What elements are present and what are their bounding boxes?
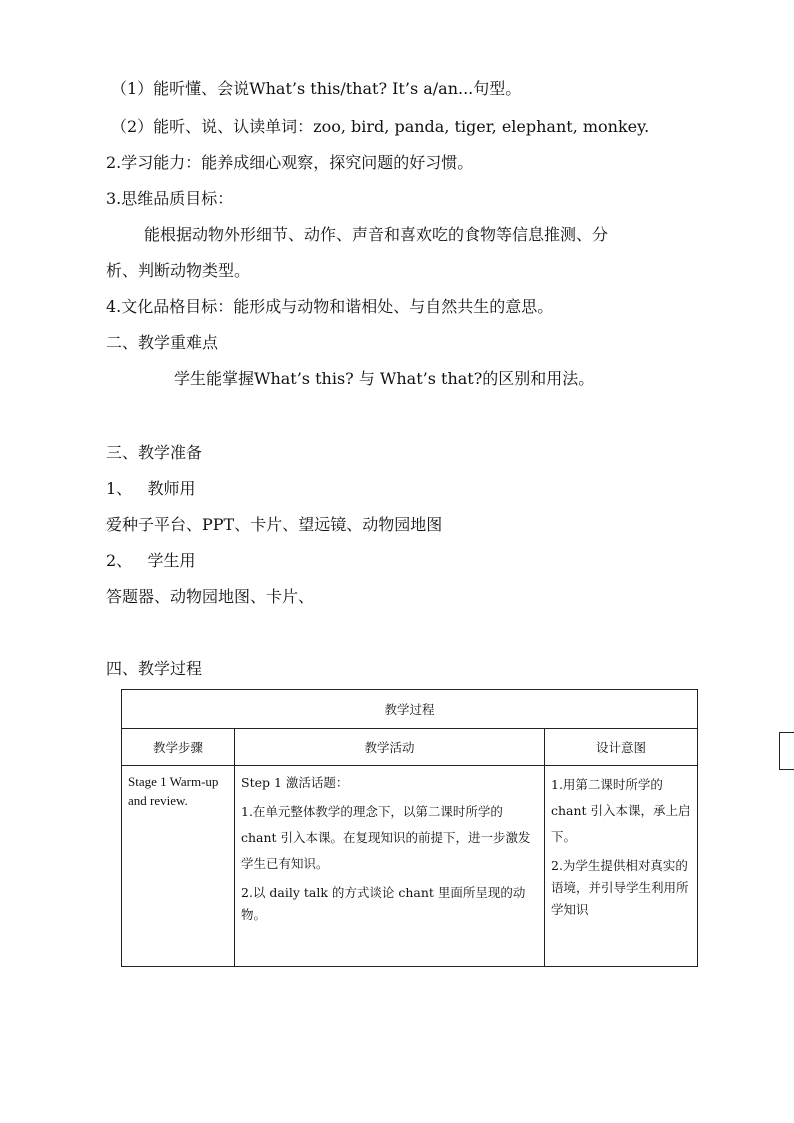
activity-cell	[235, 766, 545, 967]
learning-ability-objective: 2.学习能力：能养成细心观察，探究问题的好习惯。	[106, 153, 474, 172]
objective-item-2: （2）能听、说、认读单词：zoo, bird, panda, tiger, elephant, monkey.	[111, 117, 650, 136]
student-materials-list: 答题器、动物园地图、卡片、	[106, 587, 315, 606]
key-points-heading: 二、教学重难点	[106, 333, 219, 352]
thinking-quality-line-2: 析、判断动物类型。	[106, 261, 251, 280]
teaching-process-table	[121, 689, 698, 967]
thinking-quality-line-1: 能根据动物外形细节、动作、声音和喜欢吃的食物等信息推测、分	[144, 225, 609, 244]
table-header-row	[122, 729, 698, 766]
column-header-step: 教学步骤	[122, 729, 235, 766]
table-title-row	[122, 690, 698, 729]
teacher-materials-list: 爱种子平台、PPT、卡片、望远镜、动物园地图	[106, 515, 443, 534]
table-row	[122, 766, 698, 967]
objective-item-1: （1）能听懂、会说What’s this/that? It’s a/an...句型。	[111, 79, 522, 98]
teacher-materials-label: 1、 教师用	[106, 479, 196, 498]
stage-label: Stage 1 Warm-up and review.	[128, 774, 219, 808]
activity-item-1: 1.在单元整体教学的理念下，以第二课时所学的 chant 引入本课。在复现知识的前提下，进一步激发学生已有知识。	[241, 804, 531, 871]
preparation-heading: 三、教学准备	[106, 443, 203, 462]
table-title: 教学过程	[122, 690, 698, 729]
intent-cell	[545, 766, 698, 967]
step-cell	[122, 766, 235, 967]
activity-step-heading: Step 1 激活话题：	[241, 775, 349, 790]
margin-bracket-mark	[779, 732, 794, 770]
intent-item-1: 1.用第二课时所学的 chant 引入本课，承上启下。	[551, 777, 691, 844]
column-header-activity: 教学活动	[235, 729, 545, 766]
student-materials-label: 2、 学生用	[106, 551, 196, 570]
cultural-character-objective: 4.文化品格目标：能形成与动物和谐相处、与自然共生的意思。	[106, 297, 554, 316]
activity-item-2: 2.以 daily talk 的方式谈论 chant 里面所呈现的动物。	[241, 885, 526, 922]
intent-item-2: 2.为学生提供相对真实的语境，并引导学生利用所学知识	[551, 858, 689, 917]
thinking-quality-heading: 3.思维品质目标：	[106, 189, 234, 208]
process-heading: 四、教学过程	[106, 659, 203, 678]
key-points-content: 学生能掌握What’s this? 与 What’s that?的区别和用法。	[174, 369, 595, 388]
column-header-intent: 设计意图	[545, 729, 698, 766]
